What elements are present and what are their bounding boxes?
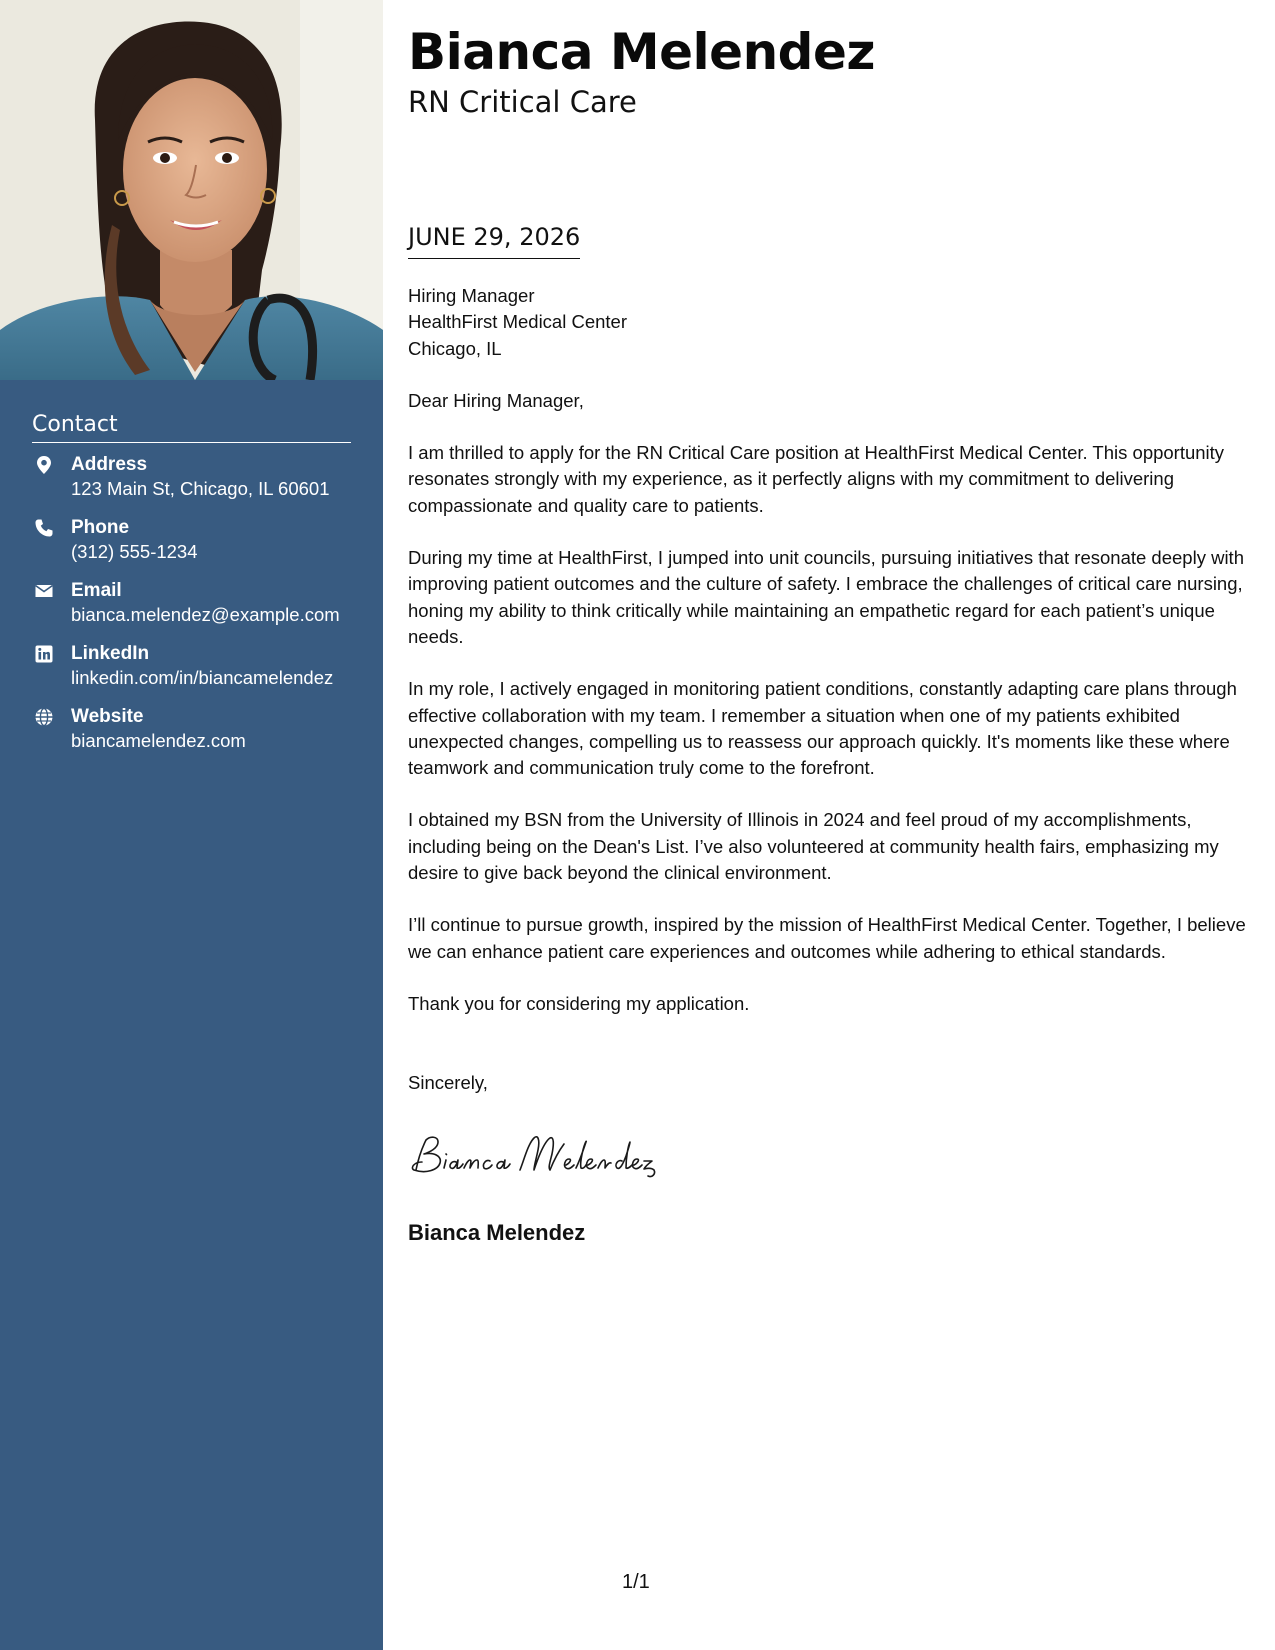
letter-paragraph: I obtained my BSN from the University of Illinois in 2024 and feel proud of my accomplishments, including being on the Dean's List. I’ve also volunteered at community health fairs, emphasizing my desire to give back beyond the clinical environment.	[408, 809, 1219, 884]
letter-paragraph: During my time at HealthFirst, I jumped into unit councils, pursuing initiatives that resonate deeply with improving patient outcomes and the culture of safety. I embrace the challenges of critical care nursing, honing my ability to think critically while maintaining an empathetic regard for each patient’s unique needs.	[408, 547, 1244, 647]
globe-icon	[34, 707, 54, 727]
email-value[interactable]: bianca.melendez@example.com	[71, 604, 340, 625]
contact-list	[32, 453, 351, 768]
recipient-line: HealthFirst Medical Center	[408, 311, 627, 333]
contact-item-email	[32, 579, 351, 642]
contact-heading: Contact	[32, 412, 351, 443]
contact-item-website	[32, 705, 351, 768]
handwritten-signature	[408, 1130, 678, 1182]
recipient-line: Chicago, IL	[408, 337, 502, 359]
contact-section	[32, 412, 351, 768]
contact-label: Phone	[71, 517, 130, 538]
recipient-block	[408, 283, 1253, 362]
letter-paragraph: Thank you for considering my application.	[408, 992, 750, 1014]
linkedin-value[interactable]: linkedin.com/in/biancamelendez	[71, 667, 334, 688]
phone-icon	[34, 518, 54, 538]
job-title: RN Critical Care	[408, 85, 637, 119]
sidebar	[0, 0, 383, 1650]
recipient-line: Hiring Manager	[408, 285, 535, 306]
map-marker-icon	[34, 455, 54, 475]
closing: Sincerely,	[408, 1072, 488, 1094]
letter-paragraph: I’ll continue to pursue growth, inspired by the mission of HealthFirst Medical Center. Together, I believe we can enhance patient care experiences and outcomes while adhering to ethical standards.	[408, 914, 1246, 962]
contact-label: LinkedIn	[71, 643, 150, 664]
contact-label: Email	[71, 580, 122, 601]
phone-value: (312) 555-1234	[71, 541, 198, 562]
contact-item-linkedin	[32, 642, 351, 705]
portrait-photo	[0, 0, 383, 380]
page-number: 1/1	[622, 1571, 650, 1593]
signed-name: Bianca Melendez	[408, 1220, 586, 1245]
website-value[interactable]: biancamelendez.com	[71, 730, 246, 751]
letter-content	[408, 283, 1253, 1097]
applicant-name: Bianca Melendez	[408, 23, 875, 81]
contact-label: Website	[71, 706, 144, 727]
salutation: Dear Hiring Manager,	[408, 389, 584, 411]
envelope-icon	[34, 581, 54, 601]
linkedin-icon	[34, 644, 54, 664]
contact-label: Address	[71, 454, 148, 475]
address-value: 123 Main St, Chicago, IL 60601	[71, 478, 330, 499]
contact-item-phone	[32, 516, 351, 579]
contact-item-address	[32, 453, 351, 516]
letter-paragraph: In my role, I actively engaged in monitoring patient conditions, constantly adapting care plans through effective collaboration with my team. I remember a situation when one of my patients exhibited unexpected changes, compelling us to reassess our approach quickly. It's moments like these where teamwork and communication truly come to the forefront.	[408, 678, 1237, 779]
letter-paragraph: I am thrilled to apply for the RN Critical Care position at HealthFirst Medical Center. This opportunity resonates strongly with my experience, as it perfectly aligns with my commitment to delivering compassionate and quality care to patients.	[408, 442, 1225, 516]
letter-date: JUNE 29, 2026	[408, 222, 580, 259]
